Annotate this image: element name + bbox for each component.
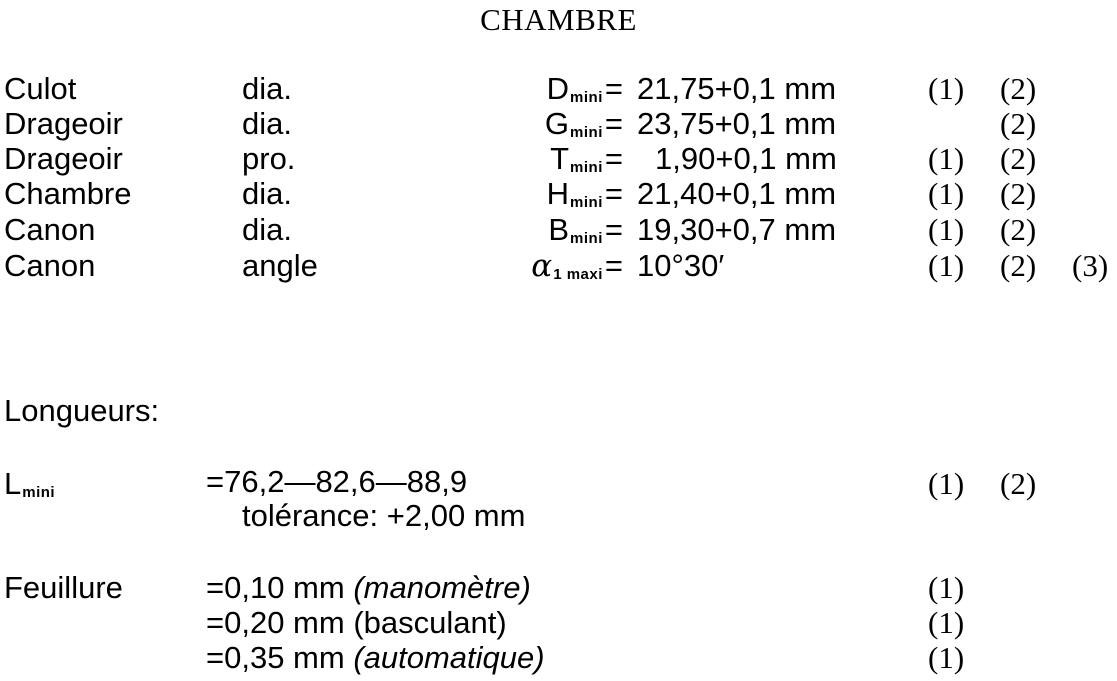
symbol: [531, 248, 623, 293]
measure-kind: dia.: [242, 212, 292, 247]
part-name: Chambre: [4, 176, 132, 211]
note-ref-1: (1): [928, 640, 965, 675]
equals-sign: =: [604, 212, 623, 247]
part-name: Canon: [4, 212, 96, 247]
symbol-letter: α: [531, 248, 553, 284]
note-ref-1: (1): [928, 71, 965, 106]
longueurs-heading: Longueurs:: [4, 393, 160, 428]
note-ref-2: (2): [1000, 176, 1037, 211]
dimension-value: 23,75+0,1 mm: [637, 106, 837, 141]
note-ref-1: (1): [928, 466, 965, 501]
page-title: CHAMBRE: [480, 2, 637, 37]
note-ref-1: (1): [928, 248, 965, 283]
note-ref-2: (2): [1000, 141, 1037, 176]
measure-kind: dia.: [242, 176, 292, 211]
dimension-value: 10°30′: [637, 248, 725, 283]
symbol-subscript: mini: [570, 230, 603, 247]
spec-row: [0, 212, 1117, 248]
dimension-value: 1,90+0,1 mm: [655, 141, 837, 176]
equals-sign: =: [604, 248, 623, 283]
symbol-letter: B: [548, 212, 570, 247]
equals-sign: =: [604, 176, 623, 211]
measure-kind: pro.: [242, 141, 296, 176]
part-name: Canon: [4, 248, 96, 283]
dimension-value: 21,75+0,1 mm: [637, 71, 837, 106]
dimension-value: 21,40+0,1 mm: [637, 176, 837, 211]
feuillure-line: [206, 640, 545, 676]
note-ref-3: (3): [1072, 248, 1109, 283]
note-ref-1: (1): [928, 141, 965, 176]
length-symbol: [4, 466, 55, 511]
symbol-subscript: mini: [570, 89, 603, 106]
symbol-letter: T: [550, 141, 570, 176]
spec-row: [0, 106, 1117, 142]
measure-kind: angle: [242, 248, 318, 283]
note-ref-2: (2): [1000, 466, 1037, 501]
symbol-letter: G: [544, 106, 570, 141]
part-name: Drageoir: [4, 141, 123, 176]
symbol-letter: L: [4, 466, 22, 501]
feuillure-label: Feuillure: [4, 570, 123, 605]
note-ref-1: (1): [928, 605, 965, 640]
feuillure-note: (automatique): [353, 640, 545, 675]
feuillure-note: (basculant): [353, 605, 507, 640]
note-ref-2: (2): [1000, 212, 1037, 247]
spec-row: [0, 71, 1117, 107]
symbol-subscript: mini: [22, 484, 56, 501]
dimension-value: 19,30+0,7 mm: [637, 212, 837, 247]
symbol-subscript: mini: [570, 159, 603, 176]
note-ref-1: (1): [928, 570, 965, 605]
symbol-subscript: mini: [570, 194, 603, 211]
measure-kind: dia.: [242, 106, 292, 141]
feuillure-note: (manomètre): [353, 570, 531, 605]
feuillure-value: =0,20 mm: [206, 605, 345, 640]
part-name: Culot: [4, 71, 77, 106]
equals-sign: =: [604, 71, 623, 106]
length-values: =76,2—82,6—88,9: [206, 464, 468, 499]
feuillure-value: =0,35 mm: [206, 640, 345, 675]
feuillure-line: [206, 570, 531, 606]
part-name: Drageoir: [4, 106, 123, 141]
note-ref-2: (2): [1000, 71, 1037, 106]
symbol-letter: D: [546, 71, 570, 106]
spec-row: [0, 176, 1117, 212]
symbol-subscript: 1 maxi: [553, 266, 603, 283]
note-ref-2: (2): [1000, 248, 1037, 283]
spec-row: [0, 248, 1117, 284]
spec-row: [0, 141, 1117, 177]
feuillure-value: =0,10 mm: [206, 570, 345, 605]
measure-kind: dia.: [242, 71, 292, 106]
note-ref-1: (1): [928, 176, 965, 211]
equals-sign: =: [604, 141, 623, 176]
symbol-subscript: mini: [570, 124, 603, 141]
tolerance-text: tolérance: +2,00 mm: [242, 498, 526, 533]
symbol-letter: H: [546, 176, 570, 211]
note-ref-1: (1): [928, 212, 965, 247]
feuillure-line: [206, 605, 507, 641]
note-ref-2: (2): [1000, 106, 1037, 141]
equals-sign: =: [604, 106, 623, 141]
